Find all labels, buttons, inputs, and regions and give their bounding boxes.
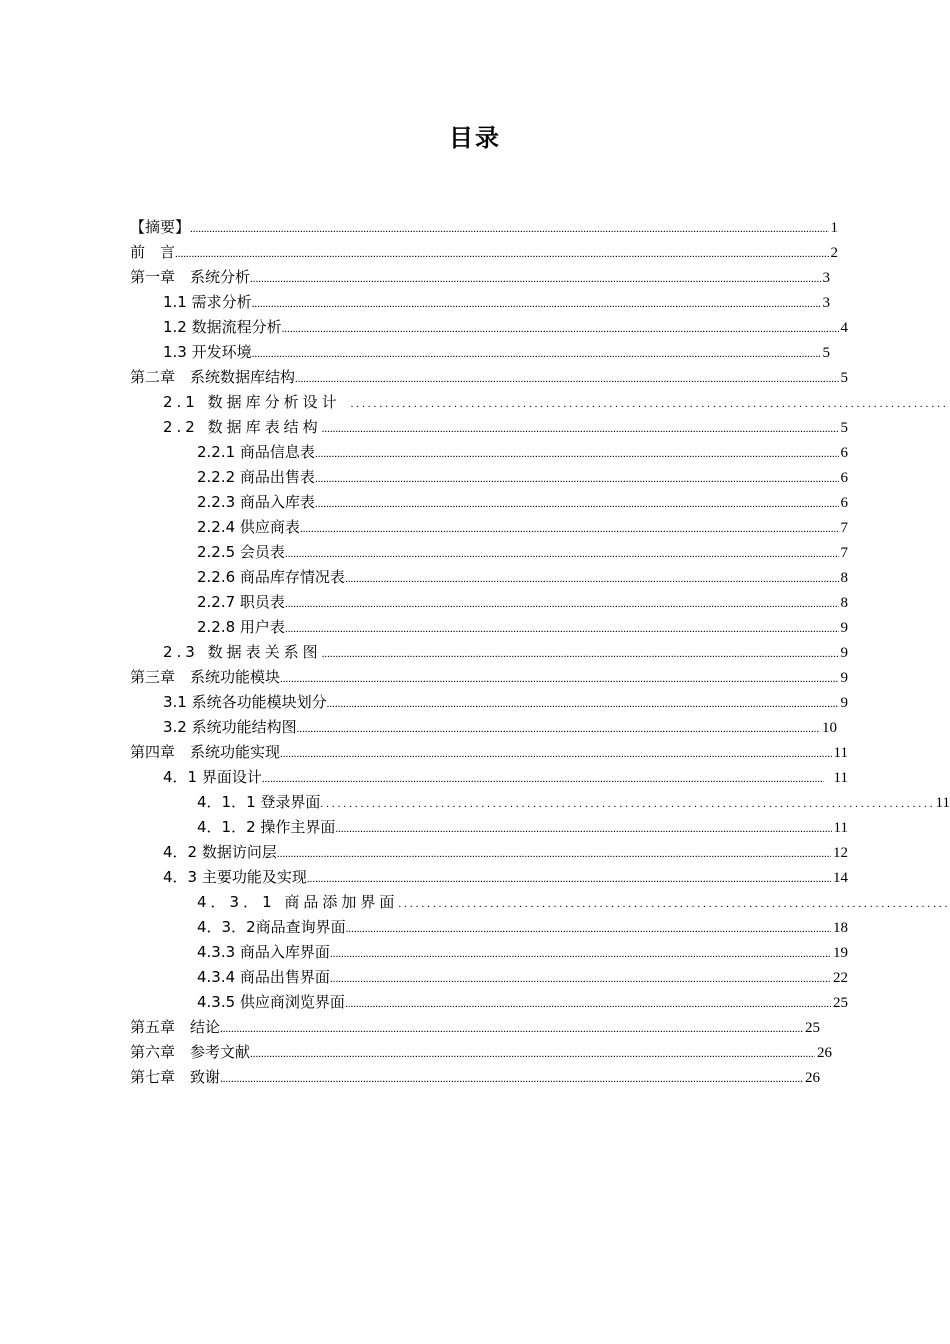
toc-page-number: 6 (840, 470, 848, 486)
toc-leader-dots (277, 848, 831, 860)
toc-entry-label: 1.1 需求分析 (163, 293, 252, 311)
toc-leader-dots (300, 523, 839, 535)
toc-entry-label: 4.3.3 商品入库界面 (197, 943, 330, 961)
toc-page-number: 18 (833, 920, 848, 936)
toc-entry-label: 4．2 数据访问层 (163, 843, 277, 861)
toc-page-number: 1 (830, 220, 838, 236)
toc-entry-2-2-6[interactable] (197, 566, 848, 590)
toc-entry-label: 1.2 数据流程分析 (163, 318, 282, 336)
toc-entry-label: 2.2.1 商品信息表 (197, 443, 315, 461)
toc-leader-dots (307, 873, 831, 885)
toc-entry-2-2[interactable] (163, 416, 848, 440)
toc-entry-label: 第六章 参考文献 (130, 1043, 251, 1061)
toc-entry-label: 4．1 界面设计 (163, 768, 262, 786)
toc-page-number: 9 (840, 645, 848, 661)
toc-entry-label: 3.2 系统功能结构图 (163, 718, 297, 736)
toc-entry-label: 第七章 致谢 (130, 1068, 221, 1086)
toc-entry-4-3-4[interactable] (197, 966, 848, 990)
toc-page-number: 12 (833, 845, 848, 861)
toc-entry-label: 4．3 主要功能及实现 (163, 868, 307, 886)
toc-entry-4-1-2[interactable] (197, 816, 848, 840)
toc-entry-label: 第五章 结论 (130, 1018, 221, 1036)
toc-leader-dots (250, 273, 820, 285)
toc-page-number: 6 (840, 445, 848, 461)
toc-entry-2-2-5[interactable] (197, 541, 848, 565)
toc-entry-label: 4．1．2 操作主界面 (197, 818, 336, 836)
toc-page-number: 9 (840, 620, 848, 636)
toc-page-number: 5 (840, 370, 848, 386)
toc-entry-label: 4.3.4 商品出售界面 (197, 968, 330, 986)
toc-page-number: 3 (822, 295, 830, 311)
toc-entry-label: 【摘要】 (130, 218, 191, 236)
toc-page-number: 5 (822, 345, 830, 361)
toc-page-number: 7 (840, 545, 848, 561)
toc-entry-2-2-8[interactable] (197, 616, 848, 640)
toc-entry-2-2-4[interactable] (197, 516, 848, 540)
toc-leader-dots (280, 673, 838, 685)
toc-page-number: 2 (830, 245, 838, 261)
toc-leader-dots (280, 748, 832, 760)
toc-leader-dots (262, 773, 824, 785)
toc-leader-dots (320, 798, 933, 810)
toc-entry-label: 2.1 数据库分析设计 (163, 393, 341, 411)
toc-entry-label: 3.1 系统各功能模块划分 (163, 693, 327, 711)
toc-entry-label: 2.2.6 商品库存情况表 (197, 568, 345, 586)
toc-page-number: 11 (833, 820, 848, 836)
toc-leader-dots (330, 948, 831, 960)
toc-page-number: 9 (840, 670, 848, 686)
toc-entry-label: 第二章 系统数据库结构 (130, 368, 296, 386)
toc-entry-4-3-2[interactable] (197, 916, 848, 940)
toc-page-number: 5 (840, 420, 848, 436)
toc-page-number: 9 (840, 695, 848, 711)
toc-entry-preface[interactable] (130, 241, 838, 265)
toc-entry-label: 2.2.8 用户表 (197, 618, 285, 636)
toc-page-number: 7 (840, 520, 848, 536)
toc-entry-3-2[interactable] (163, 716, 837, 740)
toc-entry-label: 2.2.7 职员表 (197, 593, 285, 611)
toc-leader-dots (322, 648, 839, 660)
toc-entry-2-3[interactable] (163, 641, 848, 665)
toc-leader-dots (220, 1073, 803, 1085)
toc-leader-dots (398, 898, 948, 910)
toc-page-number: 8 (840, 595, 848, 611)
toc-entry-label: 4．1．1 登录界面 (197, 793, 321, 811)
toc-leader-dots (285, 623, 839, 635)
toc-entry-1-2[interactable] (163, 316, 848, 340)
toc-leader-dots (250, 1048, 815, 1060)
toc-page-number: 6 (840, 495, 848, 511)
toc-entry-chapter-4[interactable] (130, 741, 848, 765)
toc-leader-dots (315, 498, 839, 510)
toc-leader-dots (345, 998, 831, 1010)
toc-leader-dots (327, 698, 839, 710)
toc-entry-3-1[interactable] (163, 691, 848, 715)
toc-page-number: 11 (833, 770, 848, 786)
toc-page-number: 26 (817, 1045, 832, 1061)
toc-leader-dots (220, 1023, 803, 1035)
toc-leader-dots (330, 973, 831, 985)
toc-page-number: 22 (833, 970, 848, 986)
toc-leader-dots (175, 248, 828, 260)
toc-entry-label: 2.2.3 商品入库表 (197, 493, 315, 511)
toc-page-number: 11 (833, 745, 848, 761)
toc-entry-chapter-3[interactable] (130, 666, 848, 690)
toc-leader-dots (341, 398, 948, 410)
toc-entry-abstract[interactable] (130, 216, 838, 240)
toc-entry-2-2-2[interactable] (197, 466, 848, 490)
toc-entry-2-2-1[interactable] (197, 441, 848, 465)
toc-entry-2-2-3[interactable] (197, 491, 848, 515)
toc-page-number: 3 (822, 270, 830, 286)
page-title: 目录 (449, 124, 501, 152)
toc-leader-dots (252, 348, 821, 360)
toc-entry-label: 2.3 数据表关系图 (163, 643, 322, 661)
toc-leader-dots (315, 448, 839, 460)
toc-page-number: 8 (840, 570, 848, 586)
toc-page-number: 25 (833, 995, 848, 1011)
toc-entry-label: 第一章 系统分析 (130, 268, 251, 286)
toc-entry-chapter-1[interactable] (130, 266, 830, 290)
toc-entry-label: 前 言 (130, 243, 176, 261)
toc-entry-label: 1.3 开发环境 (163, 343, 252, 361)
toc-entry-label: 2.2.2 商品出售表 (197, 468, 315, 486)
toc-leader-dots (315, 473, 839, 485)
toc-page-number: 19 (833, 945, 848, 961)
toc-entry-2-2-7[interactable] (197, 591, 848, 615)
toc-entry-label: 4.3.5 供应商浏览界面 (197, 993, 345, 1011)
toc-entry-label: 2.2.4 供应商表 (197, 518, 300, 536)
toc-leader-dots (282, 323, 839, 335)
toc-leader-dots (285, 598, 839, 610)
toc-entry-chapter-7[interactable] (130, 1066, 820, 1090)
toc-leader-dots (297, 723, 820, 735)
toc-entry-label: 2.2.5 会员表 (197, 543, 285, 561)
toc-entry-4-3-5[interactable] (197, 991, 848, 1015)
toc-page-number: 10 (822, 720, 837, 736)
toc-entry-1-1[interactable] (163, 291, 830, 315)
toc-entry-4-3-3[interactable] (197, 941, 848, 965)
toc-entry-4-3[interactable] (163, 866, 848, 890)
toc-entry-label: 2.2 数据库表结构 (163, 418, 322, 436)
toc-leader-dots (285, 548, 839, 560)
toc-leader-dots (295, 373, 838, 385)
toc-leader-dots (335, 823, 831, 835)
toc-leader-dots (346, 923, 831, 935)
toc-entry-chapter-6[interactable] (130, 1041, 832, 1065)
toc-leader-dots (252, 298, 821, 310)
toc-entry-label: 4．3．2商品查询界面 (197, 918, 346, 936)
toc-entry-label: 4．3．1 商品添加界面 (197, 893, 399, 911)
toc-page-number: 26 (805, 1070, 820, 1086)
toc-entry-1-3[interactable] (163, 341, 830, 365)
toc-page-number: 25 (805, 1020, 820, 1036)
toc-page-number: 4 (840, 320, 848, 336)
toc-page-number: 14 (833, 870, 848, 886)
toc-entry-4-1[interactable] (163, 766, 848, 790)
toc-leader-dots (190, 223, 828, 235)
toc-entry-2-1[interactable] (163, 391, 950, 415)
toc-entry-label: 第三章 系统功能模块 (130, 668, 281, 686)
toc-page-number: 11 (935, 795, 950, 811)
toc-leader-dots (322, 423, 839, 435)
toc-entry-label: 第四章 系统功能实现 (130, 743, 281, 761)
toc-entry-chapter-5[interactable] (130, 1016, 820, 1040)
toc-entry-chapter-2[interactable] (130, 366, 848, 390)
toc-entry-4-2[interactable] (163, 841, 848, 865)
toc-entry-4-3-1[interactable] (197, 891, 950, 915)
toc-entry-4-1-1[interactable] (197, 791, 950, 815)
toc-leader-dots (345, 573, 839, 585)
